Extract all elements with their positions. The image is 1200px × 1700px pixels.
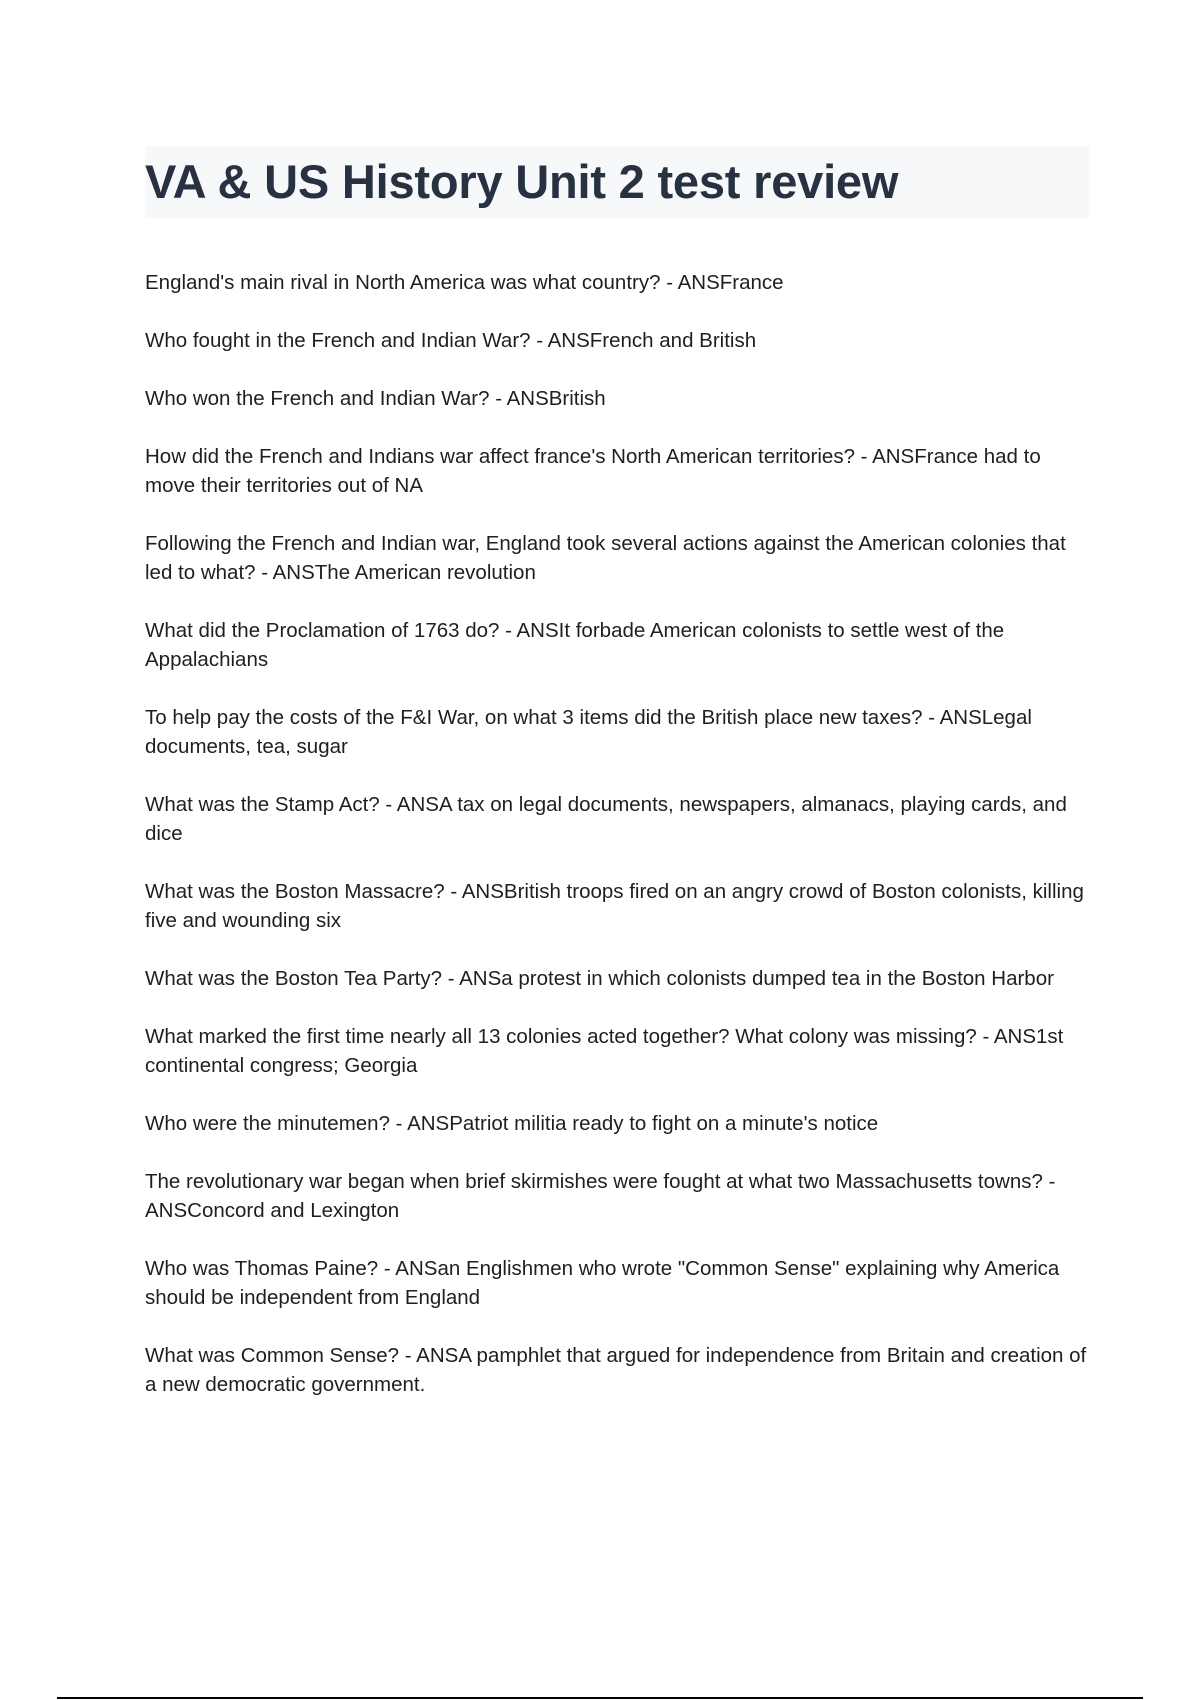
qa-item-9: What was the Boston Massacre? - ANSBritish troops fired on an angry crowd of Boston colonists, killing five and wounding six <box>145 880 1084 932</box>
qa-item-13: The revolutionary war began when brief skirmishes were fought at what two Massachusetts towns? - ANSConcord and Lexington <box>145 1170 1056 1222</box>
qa-item-4: How did the French and Indians war affect france's North American territories? - ANSFrance had to move their territories out of NA <box>145 445 1041 497</box>
qa-item-11: What marked the first time nearly all 13 colonies acted together? What colony was missing? - ANS1st continental congress; Georgia <box>145 1025 1064 1077</box>
qa-item-15: What was Common Sense? - ANSA pamphlet that argued for independence from Britain and creation of a new democratic government. <box>145 1344 1087 1396</box>
qa-item-2: Who fought in the French and Indian War? - ANSFrench and British <box>145 329 757 352</box>
page-bottom-divider <box>57 1697 1143 1699</box>
qa-item-8: What was the Stamp Act? - ANSA tax on legal documents, newspapers, almanacs, playing cards, and dice <box>145 793 1067 845</box>
page-title: VA & US History Unit 2 test review <box>145 155 899 208</box>
qa-item-5: Following the French and Indian war, England took several actions against the American colonies that led to what? - ANSThe American revolution <box>145 532 1066 584</box>
qa-item-14: Who was Thomas Paine? - ANSan Englishmen who wrote "Common Sense" explaining why America should be independent from England <box>145 1257 1060 1309</box>
qa-item-7: To help pay the costs of the F&I War, on what 3 items did the British place new taxes? - ANSLegal documents, tea, sugar <box>145 706 1032 758</box>
question-answer-list <box>145 268 1090 1399</box>
qa-item-3: Who won the French and Indian War? - ANSBritish <box>145 387 606 410</box>
qa-item-6: What did the Proclamation of 1763 do? - ANSIt forbade American colonists to settle west of the Appalachians <box>145 619 1005 671</box>
qa-item-12: Who were the minutemen? - ANSPatriot militia ready to fight on a minute's notice <box>145 1112 879 1135</box>
qa-item-10: What was the Boston Tea Party? - ANSa protest in which colonists dumped tea in the Boston Harbor <box>145 967 1054 990</box>
title-banner <box>145 146 1089 218</box>
qa-item-1: England's main rival in North America was what country? - ANSFrance <box>145 271 784 294</box>
